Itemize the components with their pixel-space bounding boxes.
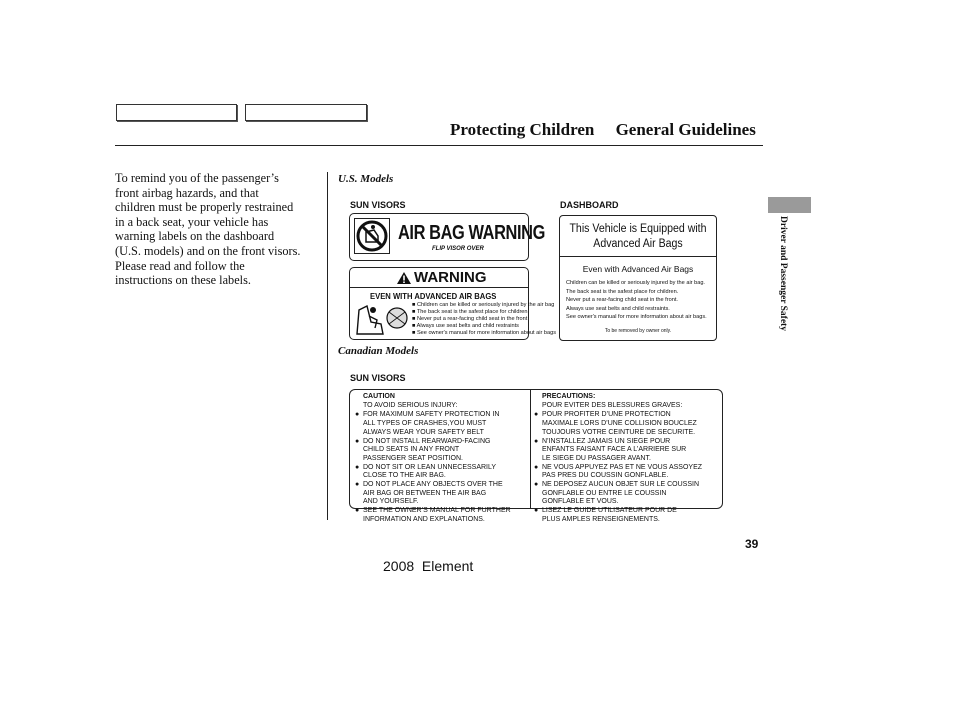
- warning-bullets: ■ Children can be killed or seriously injured by the air bag ■ The back seat is the safest place for children ■ Never put a rear-facing child seat in the front ■ Always use seat belts and child restraints ■ See owner's manual for more information about air bags: [412, 302, 557, 337]
- warning-label: [349, 267, 557, 340]
- dashboard-subtitle: Even with Advanced Air Bags: [582, 264, 694, 274]
- intro-line: Please read and follow the: [115, 258, 245, 273]
- section-side-label: Driver and Passenger Safety: [778, 216, 788, 331]
- intro-line: in a back seat, your vehicle has: [115, 214, 269, 229]
- footer-model: 2008 Element: [383, 558, 474, 574]
- dashboard-label: DASHBOARD: [560, 200, 619, 210]
- dashboard-airbag-label: [559, 215, 717, 341]
- dashboard-footer: To be removed by owner only.: [604, 328, 672, 334]
- dashboard-lines: Children can be killed or seriously injured by the air bag. The back seat is the safest place for children. Never put a rear-facing child seat in the front. Always use seat belts and child restraints. See owner's manual for more information about air bags.: [566, 280, 707, 321]
- dashboard-divider: [560, 256, 716, 257]
- caution-column: CAUTION TO AVOID SERIOUS INJURY: ● FOR MAXIMUM SAFETY PROTECTION IN ALL TYPES OF CRASHES,YOU MUST ALWAYS WEAR YOUR SAFETY BELT ● DO NOT INSTALL REARWARD-FACING CHILD SEATS IN ANY FRONT PASSENGER SEAT POSITION. ● DO NOT SIT OR LEAN UNNECESSARILY CLOSE TO THE AIR BAG. ● DO NOT PLACE ANY OBJECTS OVER THE AIR BAG OR BETWEEN THE AIR BAG AND YOURSELF. ● SEE THE OWNER’S MANUAL FOR FURTHER INFORMATION AND EXPLANATIONS.: [355, 393, 511, 523]
- warning-subtitle: EVEN WITH ADVANCED AIR BAGS: [370, 291, 497, 301]
- airbag-warning-label: [349, 213, 545, 261]
- intro-line: To remind you of the passenger’s: [115, 171, 279, 185]
- intro-line: children must be properly restrained: [115, 200, 294, 215]
- caution-subtitle: TO AVOID SERIOUS INJURY:: [363, 401, 458, 409]
- nav-tab-prev[interactable]: [116, 104, 237, 121]
- precautions-column: PRECAUTIONS: POUR EVITER DES BLESSURES GRAVES: ● POUR PROFITER D’UNE PROTECTION MAXIMALE LORS D’UNE COLLISION BOUCLEZ TOUJOURS VOTRE CEINTURE DE SECURITE. ● N’INSTALLEZ JAMAIS UN SIEGE POUR ENFANTS FAISANT FACE A L’ARRIERE SUR LE SIEGE DU PASSAGER AVANT. ● NE VOUS APPUYEZ PAS ET NE VOUS ASSOYEZ PAS PRES DU COUSSIN GONFLABLE. ● NE DEPOSEZ AUCUN OBJET SUR LE COUSSIN GONFLABLE OU ENTRE LE COUSSIN GONFLABLE ET VOUS. ● LISEZ LE GUIDE UTILISATEUR POUR DE PLUS AMPLES RENSEIGNEMENTS.: [534, 393, 703, 523]
- intro-line: instructions on these labels.: [115, 273, 251, 288]
- canadian-caution-label: [349, 389, 723, 523]
- precautions-title: PRECAUTIONS:: [542, 393, 596, 400]
- page-number: 39: [745, 537, 759, 551]
- intro-line: front airbag hazards, and that: [115, 185, 259, 200]
- column-divider: [327, 172, 328, 520]
- intro-line: warning labels on the dashboard: [115, 229, 275, 244]
- airbag-warning-title: AIR BAG WARNING: [398, 222, 545, 244]
- sun-visors-label: SUN VISORS: [350, 200, 406, 210]
- canadian-models-heading: Canadian Models: [338, 345, 419, 357]
- warning-divider: [350, 287, 528, 288]
- us-models-heading: U.S. Models: [338, 173, 394, 185]
- page-title: Protecting Children General Guidelines: [450, 120, 756, 139]
- header-divider: [115, 145, 763, 146]
- section-tab[interactable]: [768, 197, 811, 213]
- warning-triangle-icon: [397, 272, 411, 284]
- warning-title: WARNING: [414, 269, 487, 286]
- flip-visor-text: FLIP VISOR OVER: [432, 246, 484, 252]
- no-child-seat-icon: [354, 218, 390, 254]
- precautions-subtitle: POUR EVITER DES BLESSURES GRAVES:: [542, 401, 683, 409]
- intro-line: (U.S. models) and on the front visors.: [115, 243, 301, 258]
- airbag-child-seat-icon: [353, 300, 409, 336]
- intro-paragraph: [115, 171, 325, 288]
- caution-title: CAUTION: [363, 393, 395, 400]
- caution-divider: [530, 390, 531, 508]
- nav-tab-next[interactable]: [245, 104, 367, 121]
- dashboard-heading: This Vehicle is Equipped with Advanced Air Bags: [569, 223, 707, 250]
- canadian-sun-visors-label: SUN VISORS: [350, 373, 406, 383]
